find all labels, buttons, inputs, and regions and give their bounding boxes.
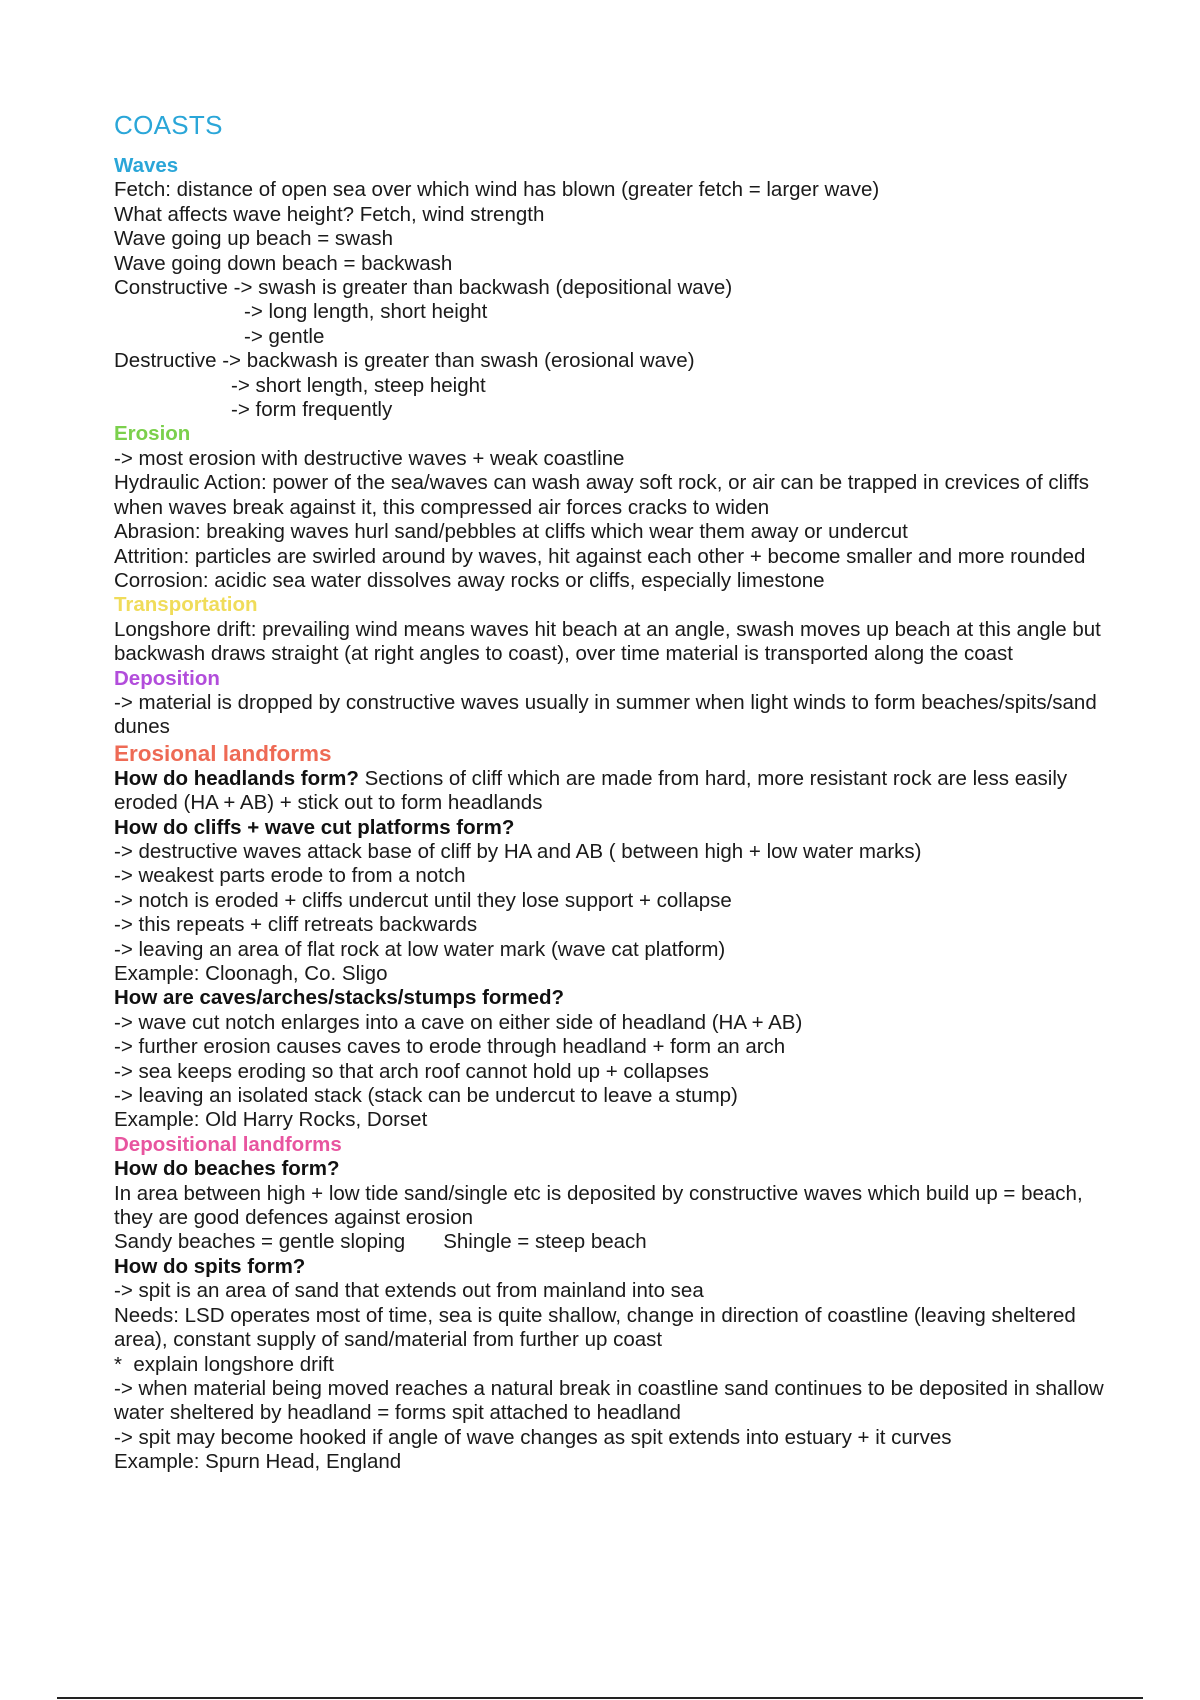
question-heading: How are caves/arches/stacks/stumps formed? [114,986,565,1010]
text-line: -> long length, short height [244,300,488,324]
shingle-beach-text: Shingle = steep beach [443,1230,647,1254]
section-heading-deposition: Deposition [114,666,220,690]
example-line: Example: Spurn Head, England [114,1450,402,1474]
question-heading: How do headlands form? [114,766,359,790]
text-line: Abrasion: breaking waves hurl sand/pebbles at cliffs which wear them away or undercut [114,520,908,544]
beach-types-line [114,1230,1114,1254]
text-line: -> when material being moved reaches a natural break in coastline sand continues to be deposited in shallow water sheltered by headland = forms spit attached to headland [114,1376,1104,1425]
text-line: -> wave cut notch enlarges into a cave on either side of headland (HA + AB) [114,1010,803,1034]
section-heading-waves: Waves [114,154,179,177]
section-heading-transportation: Transportation [114,593,258,617]
text-line: In area between high + low tide sand/single etc is deposited by constructive waves which build up = beach, they are good defences against erosion [114,1181,1083,1230]
text-line: * explain longshore drift [114,1352,334,1376]
text-line: -> gentle [244,324,325,348]
text-line: Constructive -> swash is greater than backwash (depositional wave) [114,276,733,300]
sandy-beach-text: Sandy beaches = gentle sloping [114,1230,406,1254]
bottom-divider [57,1697,1143,1699]
page-title: COASTS [114,110,223,140]
text-line: -> spit is an area of sand that extends out from mainland into sea [114,1279,704,1303]
text-line: -> destructive waves attack base of cliff by HA and AB ( between high + low water marks) [114,839,922,863]
answer-text: Sections of cliff which are made from hard, more resistant rock are less easily eroded (HA + AB) + stick out to form headlands [114,766,1068,815]
question-heading: How do spits form? [114,1254,306,1278]
text-line: Longshore drift: prevailing wind means waves hit beach at an angle, swash moves up beach at this angle but backwash draws straight (at right angles to coast), over time material is transported along the coast [114,617,1101,666]
text-line: Wave going down beach = backwash [114,251,453,275]
text-line: -> weakest parts erode to from a notch [114,864,466,888]
text-line: Wave going up beach = swash [114,227,394,251]
text-line: -> sea keeps eroding so that arch roof cannot hold up + collapses [114,1059,709,1083]
text-line: -> spit may become hooked if angle of wave changes as spit extends into estuary + it curves [114,1425,952,1449]
section-heading-depositional-landforms: Depositional landforms [114,1132,342,1156]
question-heading: How do beaches form? [114,1157,340,1181]
text-line: -> short length, steep height [231,373,486,397]
example-line: Example: Old Harry Rocks, Dorset [114,1108,428,1132]
text-line: Fetch: distance of open sea over which wind has blown (greater fetch = larger wave) [114,178,880,202]
section-heading-erosion: Erosion [114,422,191,446]
text-line: -> material is dropped by constructive waves usually in summer when light winds to form beaches/spits/sand dunes [114,690,1097,739]
text-line: Destructive -> backwash is greater than swash (erosional wave) [114,349,695,373]
text-line: -> leaving an isolated stack (stack can be undercut to leave a stump) [114,1084,738,1108]
question-heading: How do cliffs + wave cut platforms form? [114,815,515,839]
text-line: -> notch is eroded + cliffs undercut until they lose support + collapse [114,888,732,912]
text-line: Attrition: particles are swirled around by waves, hit against each other + become smaller and more rounded [114,544,1086,568]
example-line: Example: Cloonagh, Co. Sligo [114,962,388,985]
text-line: Hydraulic Action: power of the sea/waves can wash away soft rock, or air can be trapped in crevices of cliffs when waves break against it, this compressed air forces cracks to widen [114,471,1089,519]
text-line: -> most erosion with destructive waves + weak coastline [114,446,625,470]
section-heading-erosional-landforms: Erosional landforms [114,740,332,766]
headlands-paragraph [114,767,1114,816]
text-line: -> leaving an area of flat rock at low water mark (wave cat platform) [114,937,726,961]
text-line: -> further erosion causes caves to erode through headland + form an arch [114,1035,786,1059]
notes-page [114,110,1114,1475]
text-line: What affects wave height? Fetch, wind strength [114,202,545,226]
text-line: Corrosion: acidic sea water dissolves away rocks or cliffs, especially limestone [114,568,825,592]
text-line: -> this repeats + cliff retreats backwards [114,913,478,937]
text-line: Needs: LSD operates most of time, sea is quite shallow, change in direction of coastline (leaving sheltered area), constant supply of sand/material from further up coast [114,1303,1076,1352]
text-line: -> form frequently [231,398,393,422]
